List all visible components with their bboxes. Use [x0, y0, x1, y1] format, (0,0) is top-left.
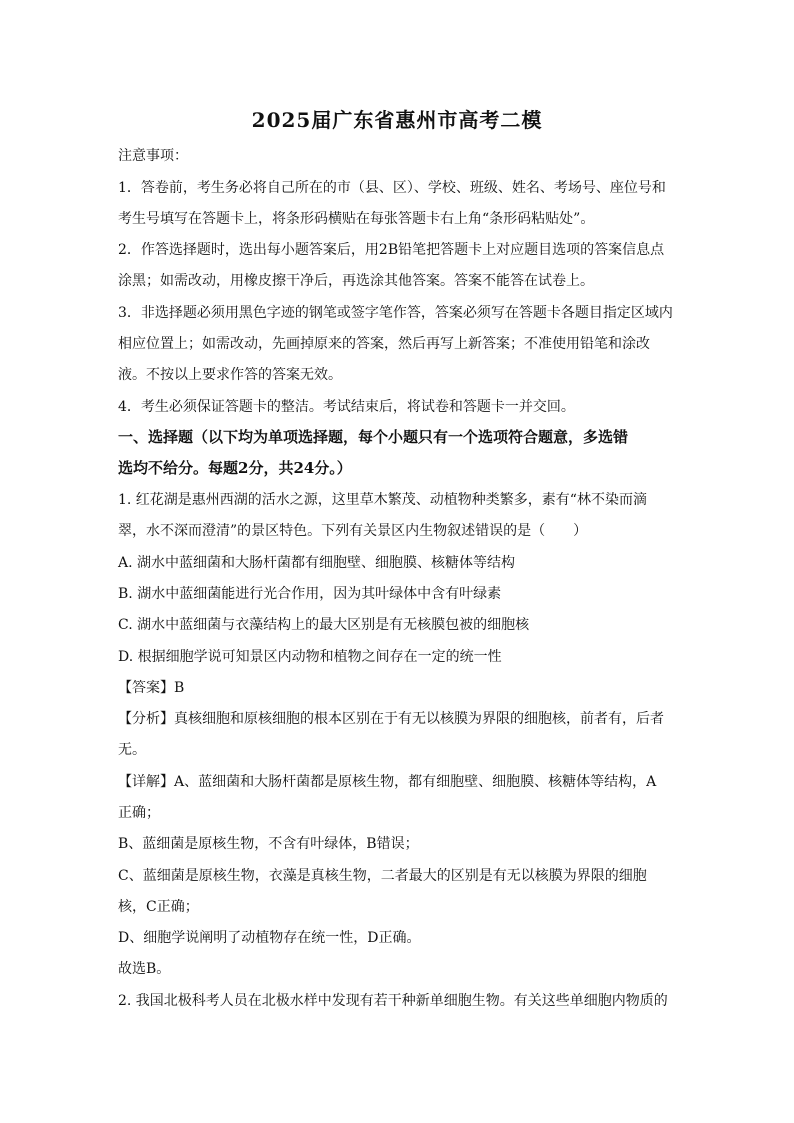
detail-text: A、蓝细菌和大肠杆菌都是原核生物，都有细胞壁、细胞膜、核糖体等结构，A: [174, 774, 657, 790]
detail-line: [118, 773, 656, 791]
option-a: A. 湖水中蓝细菌和大肠杆菌都有细胞壁、细胞膜、核糖体等结构: [118, 555, 516, 571]
analysis-line: [118, 710, 664, 728]
detail-text: 正确；: [118, 805, 160, 821]
option-b: B. 湖水中蓝细菌能进行光合作用，因为其叶绿体中含有叶绿素: [118, 586, 502, 602]
answer-line: [118, 679, 184, 697]
notice-heading: 注意事项：: [118, 148, 188, 164]
analysis-label: 【分析】: [118, 711, 174, 727]
notice-line: 4．考生必须保证答题卡的整洁。考试结束后，将试卷和答题卡一并交回。: [118, 399, 575, 415]
notice-line: 2．作答选择题时，选出每小题答案后，用2B铅笔把答题卡上对应题目选项的答案信息点: [118, 242, 665, 258]
analysis-text: 无。: [118, 742, 146, 758]
analysis-text: 真核细胞和原核细胞的根本区别在于有无以核膜为界限的细胞核，前者有，后者: [174, 711, 664, 727]
detail-label: 【详解】: [118, 774, 174, 790]
notice-line: 1．答卷前，考生务必将自己所在的市（县、区）、学校、班级、姓名、考场号、座位号和: [118, 180, 666, 196]
detail-text: 故选B。: [118, 961, 171, 977]
question-stem: 1. 红花湖是惠州西湖的活水之源，这里草木繁茂、动植物种类繁多，素有“林不染而滴: [118, 492, 647, 508]
question-stem: 翠，水不深而澄清”的景区特色。下列有关景区内生物叙述错误的是（ ）: [118, 523, 588, 539]
notice-line: 考生号填写在答题卡上，将条形码横贴在每张答题卡右上角“条形码粘贴处”。: [118, 211, 595, 227]
page-title: 2025届广东省惠州市高考二模: [251, 108, 543, 132]
section-heading: 一、选择题（以下均为单项选择题，每个小题只有一个选项符合题意，多选错: [118, 428, 629, 446]
option-d: D. 根据细胞学说可知景区内动物和植物之间存在一定的统一性: [118, 649, 502, 665]
option-c: C. 湖水中蓝细菌与衣藻结构上的最大区别是有无核膜包被的细胞核: [118, 617, 530, 633]
question-stem: 2. 我国北极科考人员在北极水样中发现有若干种新单细胞生物。有关这些单细胞内物质的: [118, 993, 668, 1009]
notice-line: 相应位置上；如需改动，先画掉原来的答案，然后再写上新答案；不准使用铅笔和涂改: [118, 336, 650, 352]
detail-text: B、蓝细菌是原核生物，不含有叶绿体，B错误；: [118, 836, 419, 852]
section-heading: 选均不给分。每题2分，共24分。）: [118, 459, 352, 477]
detail-text: C、蓝细菌是原核生物，衣藻是真核生物，二者最大的区别是有无以核膜为界限的细胞: [118, 868, 647, 884]
notice-line: 液。不按以上要求作答的答案无效。: [118, 367, 342, 383]
answer-value: B: [174, 680, 185, 696]
detail-text: 核，C正确；: [118, 899, 199, 915]
detail-text: D、细胞学说阐明了动植物存在统一性，D正确。: [118, 930, 421, 946]
answer-label: 【答案】: [118, 680, 174, 696]
notice-line: 3．非选择题必须用黑色字迹的钢笔或签字笔作答，答案必须写在答题卡各题目指定区域内: [118, 305, 673, 321]
notice-line: 涂黑；如需改动，用橡皮擦干净后，再选涂其他答案。答案不能答在试卷上。: [118, 273, 594, 289]
